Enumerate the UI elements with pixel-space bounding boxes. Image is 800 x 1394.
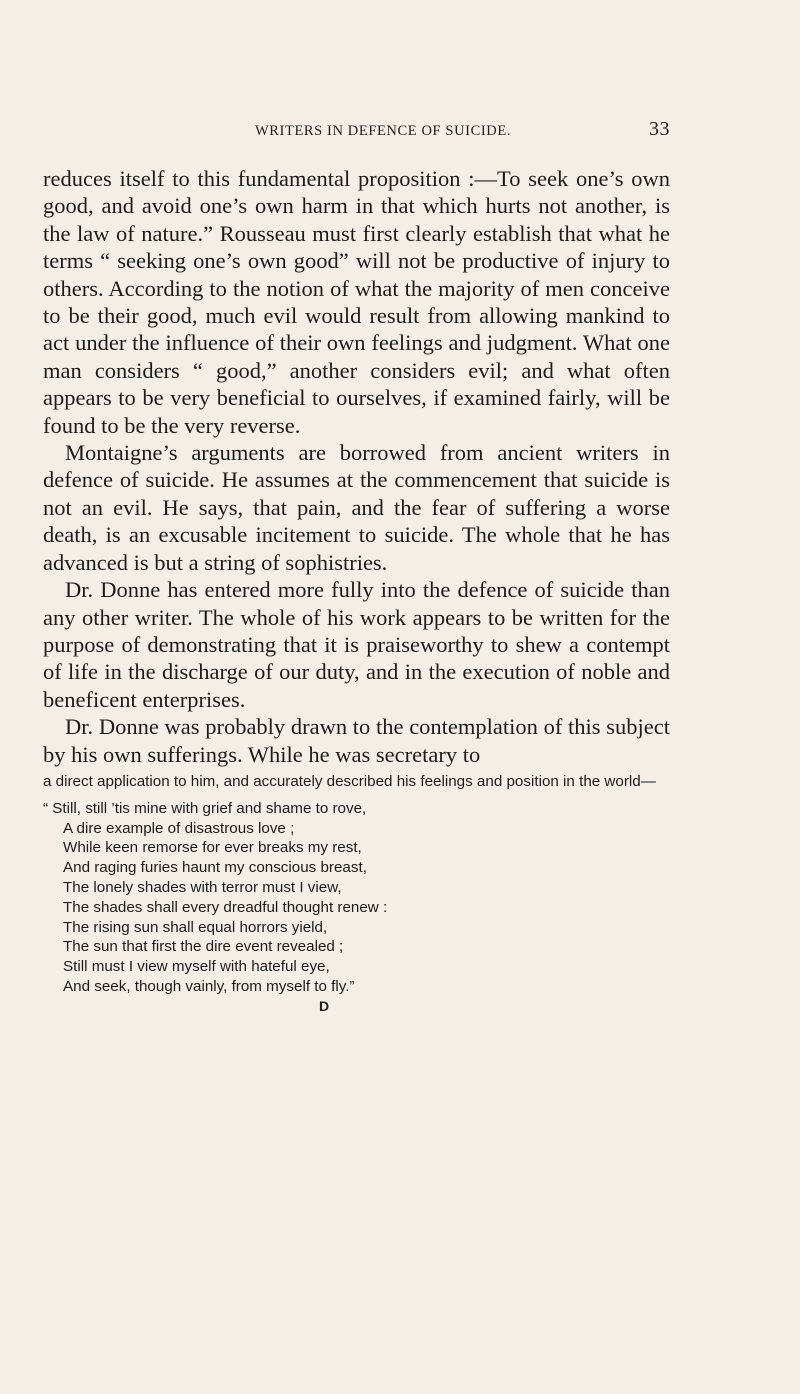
main-text — [43, 165, 670, 768]
paragraph: Montaigne’s arguments are borrowed from ancient writers in defence of suicide. He assumes at the commencement that suicide is not an evil. He says, that pain, and the fear of suffering a worse death, is an excusable incitement to suicide. The whole that he has advanced is but a string of sophistries. — [43, 440, 670, 575]
verse-line: And seek, though vainly, from myself to fly.” — [63, 977, 355, 995]
verse-line: The sun that first the dire event revealed ; — [63, 938, 344, 956]
footnote — [43, 772, 670, 1017]
verse-line: The shades shall every dreadful thought renew : — [63, 898, 388, 916]
verse-line: The lonely shades with terror must I view, — [63, 878, 342, 896]
footnote-intro: a direct application to him, and accurately described his feelings and position in the world— — [43, 773, 656, 790]
paragraph: reduces itself to this fundamental proposition :—To seek one’s own good, and avoid one’s own harm in that which hurts not another, is the law of nature.” Rousseau must first clearly establish that what he terms “ seeking one’s own good” will not be productive of injury to others. According to the notion of what the majority of men conceive to be their good, much evil would result from allowing mankind to act under the influence of their own feelings and judgment. What one man considers “ good,” another considers evil; and what often appears to be very beneficial to ourselves, if examined fairly, will be found to be the very reverse. — [43, 166, 670, 438]
page-header — [255, 120, 670, 144]
verse-line: While keen remorse for ever breaks my rest, — [63, 839, 362, 857]
page-number: 33 — [649, 118, 670, 140]
paragraph: Dr. Donne has entered more fully into the defence of suicide than any other writer. The whole of his work appears to be written for the purpose of demonstrating that it is praiseworthy to shew a contempt of life in the discharge of our duty, and in the execution of noble and beneficent enterprises. — [43, 577, 670, 712]
verse-line: Still must I view myself with hateful eye, — [63, 958, 330, 976]
signature-mark: D — [319, 997, 330, 1014]
running-head: WRITERS IN DEFENCE OF SUICIDE. — [255, 123, 512, 139]
paragraph: Dr. Donne was probably drawn to the contemplation of this subject by his own sufferings. While he was secretary to — [43, 714, 670, 767]
verse-line: And raging furies haunt my conscious breast, — [63, 859, 367, 877]
verse-line: The rising sun shall equal horrors yield, — [63, 918, 328, 936]
verse-quotation — [43, 799, 670, 997]
verse-line: A dire example of disastrous love ; — [63, 819, 295, 837]
verse-line: “ Still, still ’tis mine with grief and shame to rove, — [43, 799, 367, 817]
